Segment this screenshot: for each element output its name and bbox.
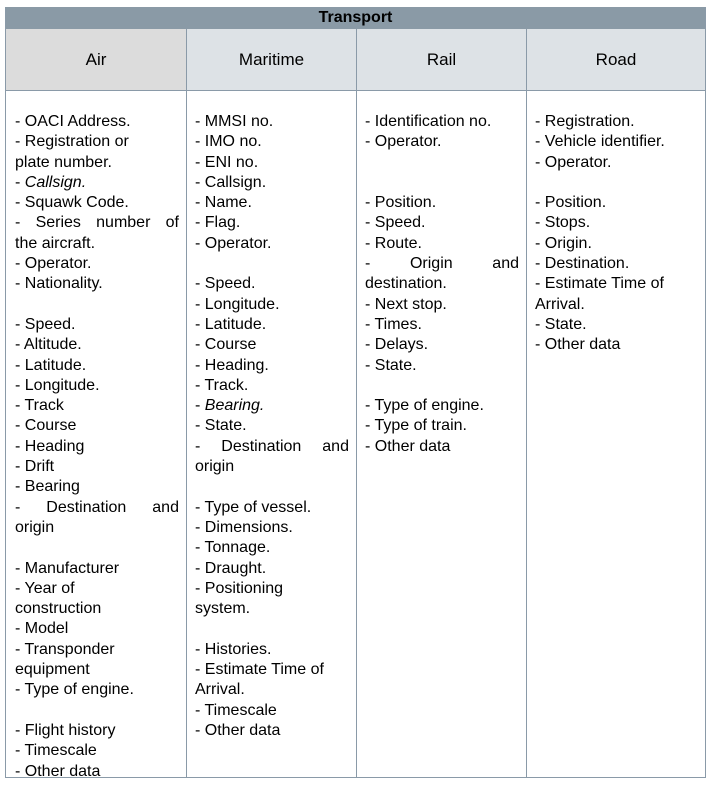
transport-table <box>5 7 706 778</box>
maritime-item: - Callsign. <box>195 173 267 191</box>
maritime-item: - Positioning <box>195 579 284 597</box>
maritime-item: - Draught. <box>195 559 267 577</box>
air-item: - Squawk Code. <box>15 194 129 212</box>
rail-item: - Times. <box>365 315 422 333</box>
air-cell <box>15 112 179 782</box>
maritime-item: - Speed. <box>195 275 256 293</box>
road-item: Arrival. <box>535 295 585 313</box>
maritime-item: - Histories. <box>195 640 272 658</box>
road-item: - Destination. <box>535 255 630 273</box>
rail-item: - Other data <box>365 437 451 455</box>
air-item: - Longitude. <box>15 376 100 394</box>
air-item: - Callsign. <box>15 173 87 191</box>
rail-item: - Type of engine. <box>365 397 484 415</box>
maritime-item: - MMSI no. <box>195 113 274 130</box>
table-title: Transport <box>6 7 705 29</box>
rail-item: - Type of train. <box>365 417 467 435</box>
air-item: - Latitude. <box>15 356 87 374</box>
air-item: - OACI Address. <box>15 113 131 130</box>
maritime-cell <box>195 112 349 741</box>
air-item: - Operator. <box>15 255 92 273</box>
air-item: - Nationality. <box>15 275 103 293</box>
rail-item: - Origin and <box>365 255 519 273</box>
road-item: - Vehicle identifier. <box>535 133 665 151</box>
maritime-item: - Name. <box>195 194 252 212</box>
maritime-item: - Tonnage. <box>195 539 271 557</box>
air-item: - Other data <box>15 762 101 780</box>
maritime-item: - Other data <box>195 721 281 739</box>
rail-item: - Identification no. <box>365 113 492 130</box>
air-item: - Year of <box>15 579 75 597</box>
maritime-item: - Dimensions. <box>195 518 293 536</box>
rail-item: - Speed. <box>365 214 426 232</box>
air-item: - Flight history <box>15 721 116 739</box>
rail-item: destination. <box>365 275 447 293</box>
header-maritime: Maritime <box>238 49 305 69</box>
rail-item: - Position. <box>365 194 437 212</box>
air-item: construction <box>15 600 102 618</box>
column-divider <box>186 29 187 778</box>
maritime-item: - Track. <box>195 376 249 394</box>
air-item: origin <box>15 518 55 536</box>
maritime-item: - Timescale <box>195 701 277 719</box>
road-item: - Other data <box>535 336 621 354</box>
air-item: - Track <box>15 397 64 415</box>
air-item: - Transponder <box>15 640 115 658</box>
maritime-item: - Bearing. <box>195 397 265 415</box>
air-item: - Drift <box>15 458 55 476</box>
maritime-item: Arrival. <box>195 681 245 699</box>
air-item: - Timescale <box>15 742 97 760</box>
air-item: - Series number of <box>15 214 179 232</box>
maritime-item: origin <box>195 458 235 476</box>
air-item: - Manufacturer <box>15 559 120 577</box>
maritime-item: - Longitude. <box>195 295 280 313</box>
road-item: - Origin. <box>535 234 592 252</box>
rail-item: - Operator. <box>365 133 442 151</box>
air-item: - Bearing <box>15 478 80 496</box>
maritime-item: - State. <box>195 417 247 435</box>
air-item: the aircraft. <box>15 234 96 252</box>
air-item: - Type of engine. <box>15 681 134 699</box>
rail-item: - State. <box>365 356 417 374</box>
header-road: Road <box>595 49 637 69</box>
rail-cell <box>365 112 519 457</box>
road-cell <box>535 112 699 356</box>
header-air: Air <box>6 29 186 90</box>
header-rail: Rail <box>426 49 457 69</box>
maritime-item: - Course <box>195 336 257 354</box>
air-item: - Registration or <box>15 133 129 151</box>
road-item: - Position. <box>535 194 607 212</box>
maritime-item: - Destination and <box>195 437 349 455</box>
road-item: - Stops. <box>535 214 591 232</box>
rail-item: - Next stop. <box>365 295 447 313</box>
road-item: - Estimate Time of <box>535 275 664 293</box>
air-item: plate number. <box>15 153 112 171</box>
road-item: - State. <box>535 315 587 333</box>
maritime-item: system. <box>195 600 251 618</box>
maritime-item: - ENI no. <box>195 153 259 171</box>
maritime-item: - Heading. <box>195 356 269 374</box>
road-item: - Operator. <box>535 153 612 171</box>
air-item: - Destination and <box>15 498 179 516</box>
rail-item: - Delays. <box>365 336 429 354</box>
air-item: - Speed. <box>15 315 76 333</box>
road-item: - Registration. <box>535 113 635 130</box>
air-item: - Model <box>15 620 69 638</box>
air-item: equipment <box>15 661 90 679</box>
column-divider <box>356 29 357 778</box>
maritime-item: - Latitude. <box>195 315 267 333</box>
maritime-item: - Flag. <box>195 214 241 232</box>
rail-item: - Route. <box>365 234 422 252</box>
maritime-item: - Operator. <box>195 234 272 252</box>
air-item: - Heading <box>15 437 85 455</box>
maritime-item: - Type of vessel. <box>195 498 312 516</box>
maritime-item: - IMO no. <box>195 133 262 151</box>
air-item: - Course <box>15 417 77 435</box>
air-item: - Altitude. <box>15 336 82 354</box>
column-divider <box>526 29 527 778</box>
maritime-item: - Estimate Time of <box>195 661 324 679</box>
